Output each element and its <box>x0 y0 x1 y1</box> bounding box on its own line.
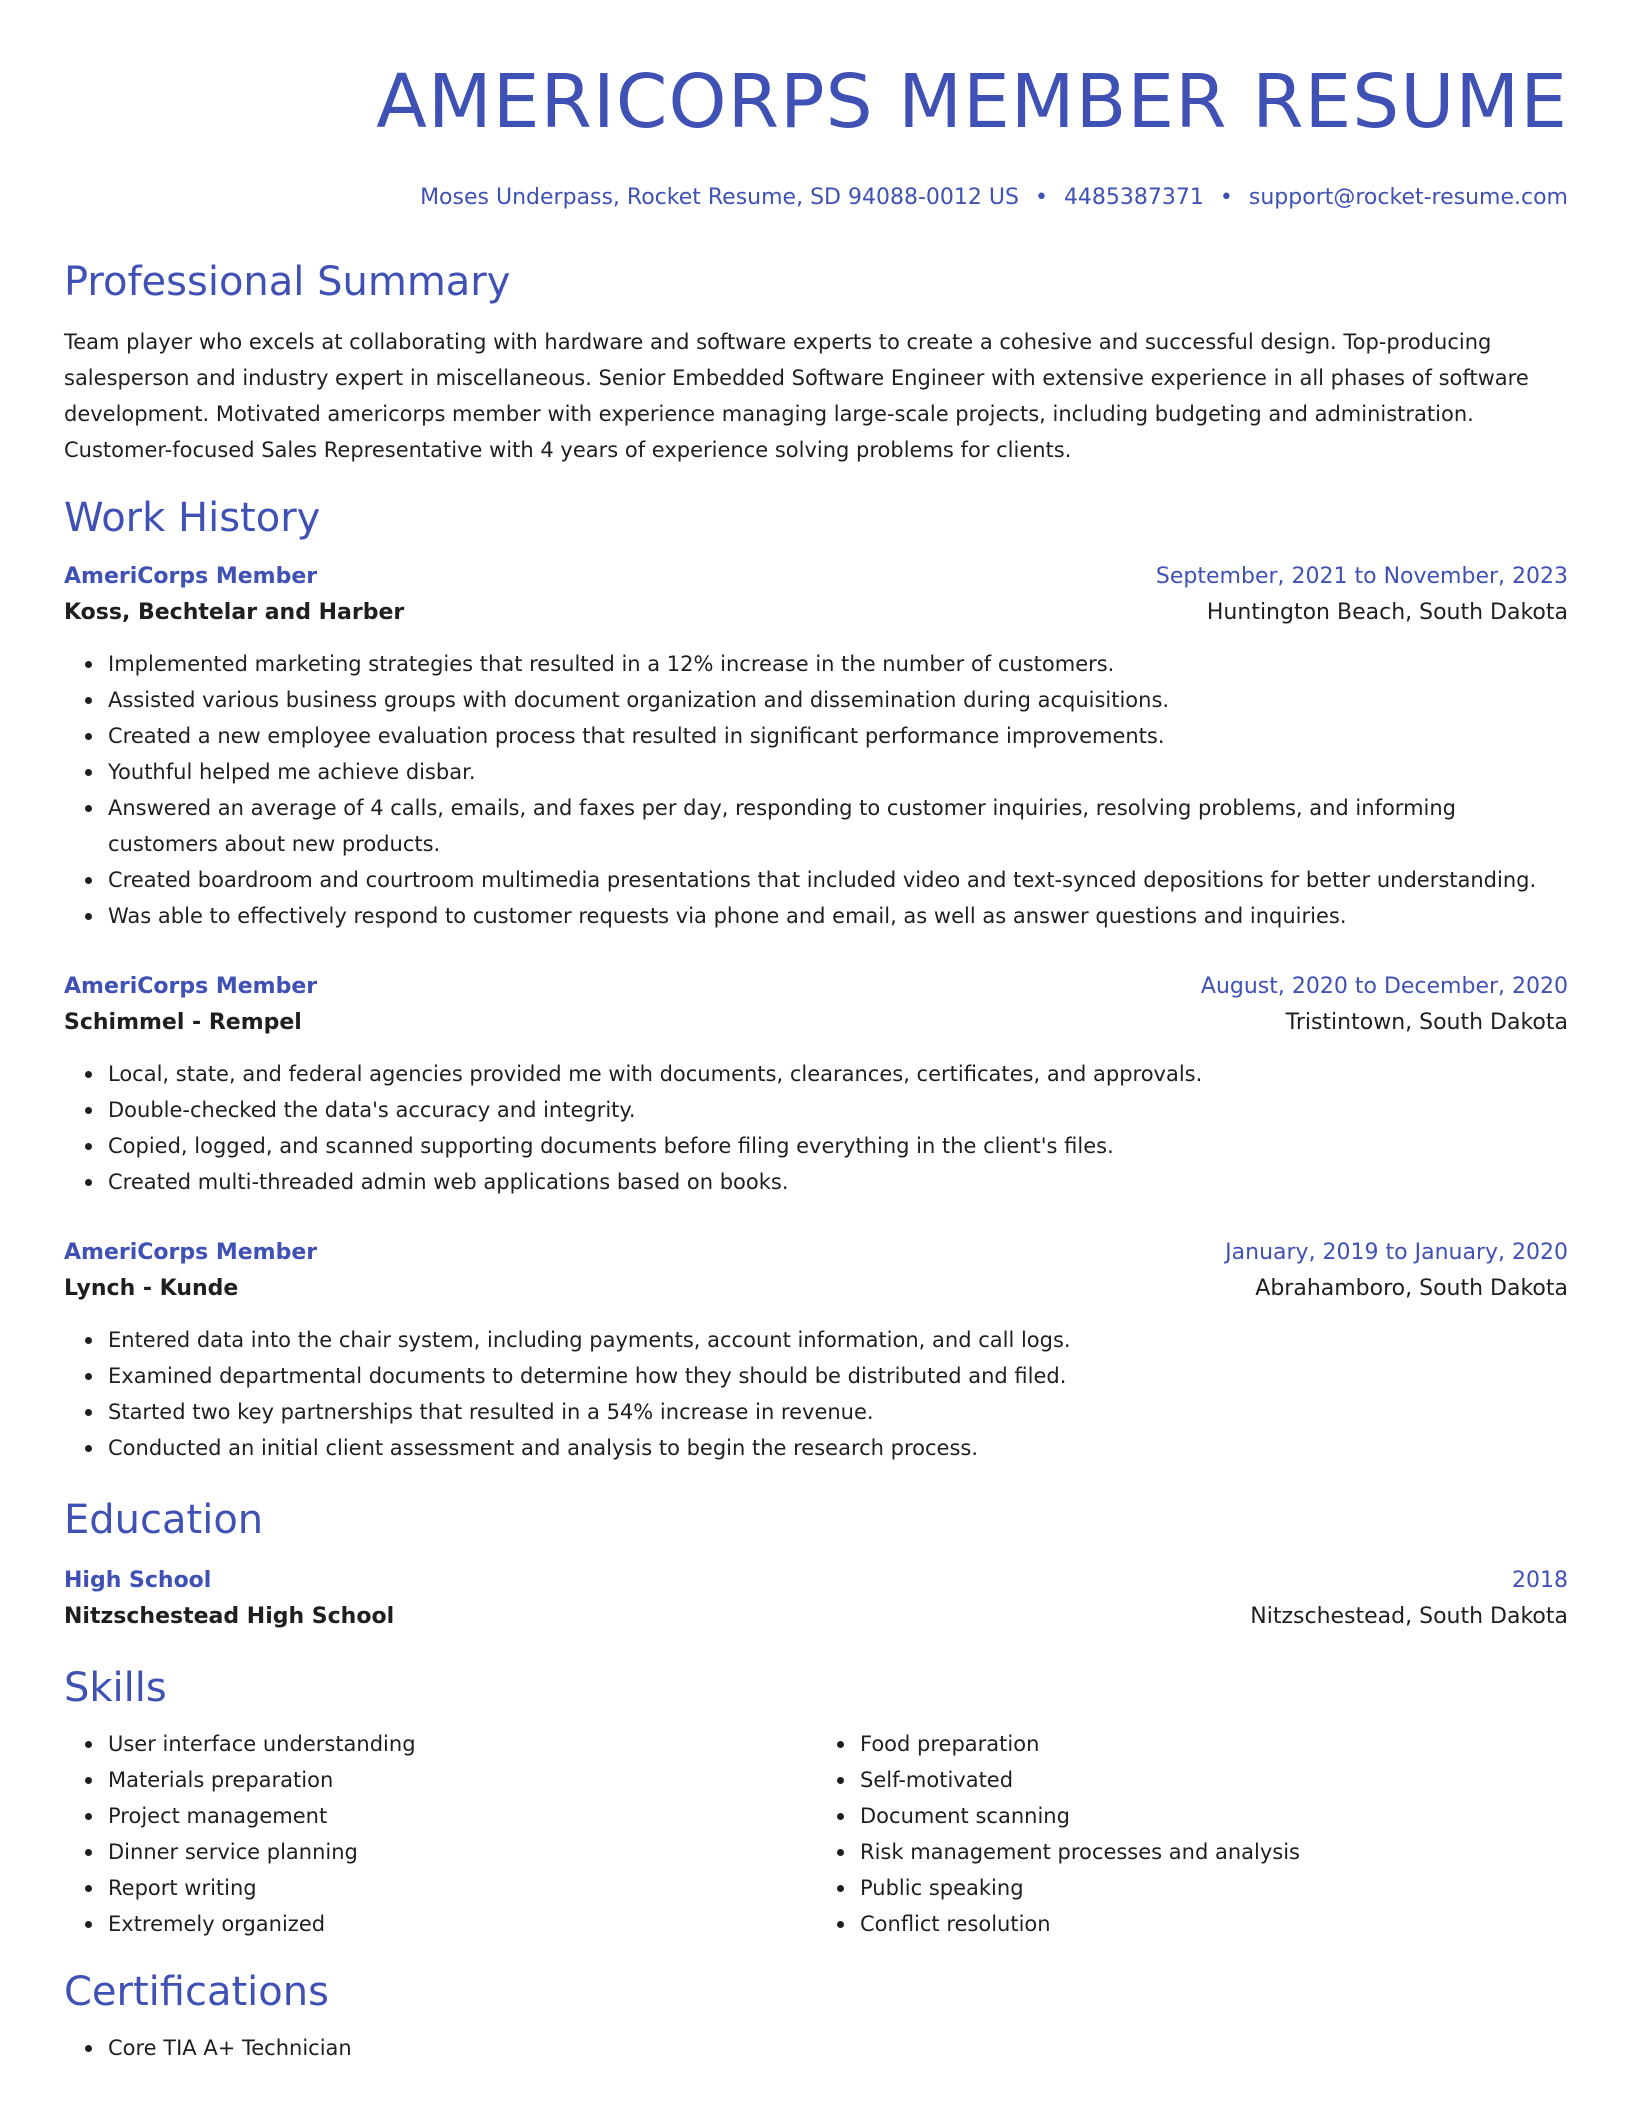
contact-phone: 4485387371 <box>1063 185 1204 210</box>
list-item: Double-checked the data's accuracy and integrity. <box>108 1092 1568 1128</box>
list-item: Conflict resolution <box>860 1906 1568 1942</box>
skills-list-right <box>816 1726 1568 1942</box>
job-entry <box>64 970 1568 1200</box>
section-title-certifications: Certifications <box>64 1969 329 2015</box>
list-item: Was able to effectively respond to customer requests via phone and email, as well as answer questions and inquiries. <box>108 898 1568 934</box>
job-employer-row <box>64 1004 1568 1042</box>
section-title-work-history: Work History <box>64 495 321 541</box>
job-employer-row <box>64 1270 1568 1308</box>
resume-title: AMERICORPS MEMBER RESUME <box>376 59 1568 145</box>
list-item: Assisted various business groups with document organization and dissemination during acquisitions. <box>108 682 1568 718</box>
job-employer: Koss, Bechtelar and Harber <box>64 600 405 625</box>
summary-text: Team player who excels at collaborating with hardware and software experts to create a cohesive and successful design. Top-producing salesperson and industry expert in miscellaneous. Senior Embedded Software Engineer with extensive experience in all phases of software development. Motivated americorps member with experience managing large-scale projects, including budgeting and administration. Customer-focused Sales Representative with 4 years of experience solving problems for clients. <box>64 330 1529 462</box>
list-item: Conducted an initial client assessment and analysis to begin the research process. <box>108 1430 1568 1466</box>
job-location: Huntington Beach, South Dakota <box>1206 600 1568 625</box>
contact-separator: • <box>1219 185 1233 210</box>
list-item: Risk management processes and analysis <box>860 1834 1568 1870</box>
list-item: Dinner service planning <box>108 1834 816 1870</box>
education-location: Nitzschestead, South Dakota <box>1250 1604 1568 1629</box>
job-location: Abrahamboro, South Dakota <box>1255 1276 1568 1301</box>
job-employer: Lynch - Kunde <box>64 1276 239 1301</box>
education-header-row <box>64 1564 1568 1598</box>
job-duties-list <box>64 1322 1568 1466</box>
list-item: Self-motivated <box>860 1762 1568 1798</box>
job-entry <box>64 1236 1568 1466</box>
section-title-skills: Skills <box>64 1665 167 1711</box>
job-header-row <box>64 1236 1568 1270</box>
section-title-education: Education <box>64 1497 264 1543</box>
job-employer: Schimmel - Rempel <box>64 1010 302 1035</box>
skills-list-left <box>64 1726 816 1942</box>
job-location: Tristintown, South Dakota <box>1285 1010 1568 1035</box>
list-item: Implemented marketing strategies that resulted in a 12% increase in the number of customers. <box>108 646 1568 682</box>
list-item: Youthful helped me achieve disbar. <box>108 754 1568 790</box>
list-item: User interface understanding <box>108 1726 816 1762</box>
list-item: Copied, logged, and scanned supporting documents before filing everything in the client's files. <box>108 1128 1568 1164</box>
job-duties-list <box>64 646 1568 934</box>
contact-address: Moses Underpass, Rocket Resume, SD 94088-0012 US <box>420 185 1019 210</box>
skills-grid <box>64 1726 1568 1942</box>
list-item: Examined departmental documents to determine how they should be distributed and filed. <box>108 1358 1568 1394</box>
job-header-row <box>64 560 1568 594</box>
list-item: Document scanning <box>860 1798 1568 1834</box>
list-item: Started two key partnerships that resulted in a 54% increase in revenue. <box>108 1394 1568 1430</box>
list-item: Answered an average of 4 calls, emails, and faxes per day, responding to customer inquiries, resolving problems, and informing customers about new products. <box>108 790 1568 862</box>
section-title-summary: Professional Summary <box>64 259 511 305</box>
job-dates: January, 2019 to January, 2020 <box>1225 1240 1568 1265</box>
contact-line <box>64 184 1568 212</box>
job-entry <box>64 560 1568 934</box>
contact-separator: • <box>1034 185 1048 210</box>
list-item: Materials preparation <box>108 1762 816 1798</box>
list-item: Local, state, and federal agencies provided me with documents, clearances, certificates, and approvals. <box>108 1056 1568 1092</box>
list-item: Public speaking <box>860 1870 1568 1906</box>
job-title: AmeriCorps Member <box>64 564 318 589</box>
job-title: AmeriCorps Member <box>64 1240 318 1265</box>
list-item: Food preparation <box>860 1726 1568 1762</box>
list-item: Created multi-threaded admin web applications based on books. <box>108 1164 1568 1200</box>
job-duties-list <box>64 1056 1568 1200</box>
resume-header <box>64 56 1568 212</box>
education-entry <box>64 1564 1568 1636</box>
list-item: Core TIA A+ Technician <box>108 2030 1568 2066</box>
job-dates: August, 2020 to December, 2020 <box>1200 974 1568 999</box>
list-item: Entered data into the chair system, including payments, account information, and call logs. <box>108 1322 1568 1358</box>
job-header-row <box>64 970 1568 1004</box>
education-degree: High School <box>64 1568 212 1593</box>
certifications-list <box>64 2030 1568 2066</box>
education-school-row <box>64 1598 1568 1636</box>
education-year: 2018 <box>1512 1568 1568 1593</box>
job-title: AmeriCorps Member <box>64 974 318 999</box>
list-item: Report writing <box>108 1870 816 1906</box>
job-dates: September, 2021 to November, 2023 <box>1155 564 1568 589</box>
education-school: Nitzschestead High School <box>64 1604 395 1629</box>
job-employer-row <box>64 594 1568 632</box>
list-item: Created boardroom and courtroom multimedia presentations that included video and text-synced depositions for better understanding. <box>108 862 1568 898</box>
list-item: Created a new employee evaluation process that resulted in significant performance improvements. <box>108 718 1568 754</box>
list-item: Extremely organized <box>108 1906 816 1942</box>
contact-email: support@rocket-resume.com <box>1248 185 1568 210</box>
list-item: Project management <box>108 1798 816 1834</box>
